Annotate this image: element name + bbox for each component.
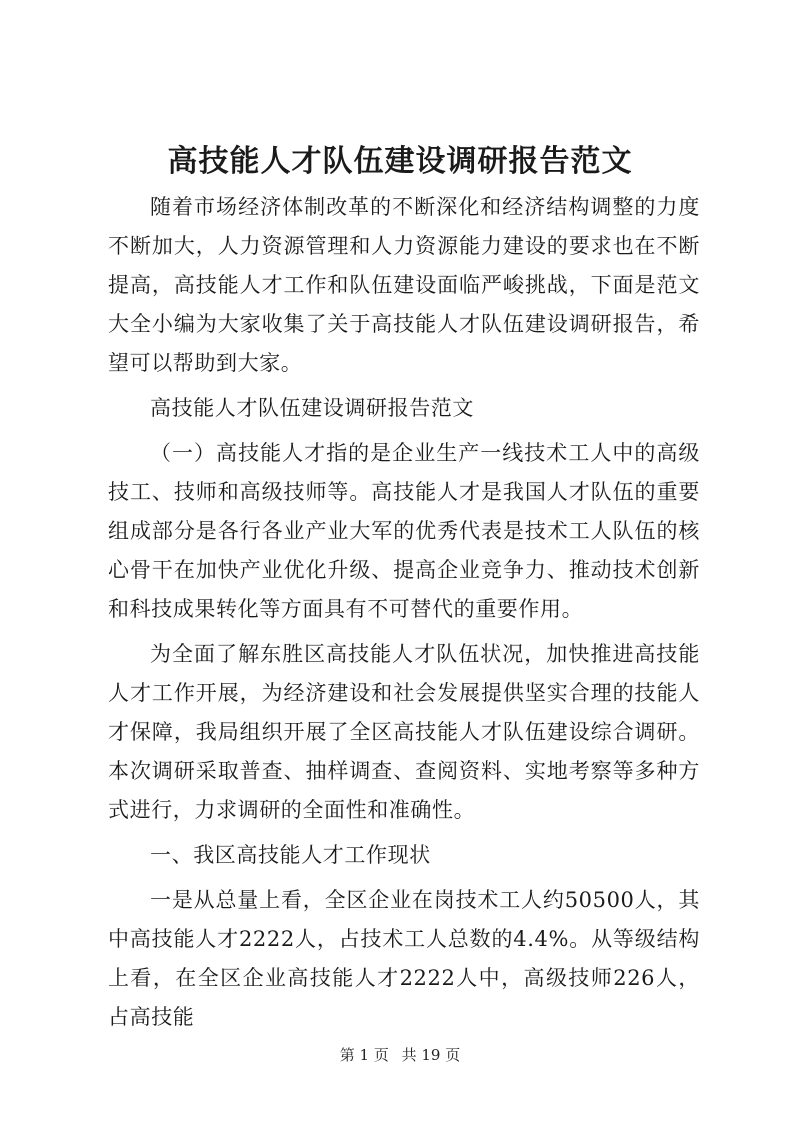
page-total: 共 19 页 [401,1046,461,1064]
paragraph-subtitle: 高技能人才队伍建设调研报告范文 [150,396,474,420]
section-heading-status: 一、我区高技能人才工作现状 [150,843,431,867]
document-title: 高技能人才队伍建设调研报告范文 [167,144,633,179]
page-number: 第 1 页 [339,1046,389,1064]
paragraph-statistics: 一是从总量上看，全区企业在岗技术工人约50500人，其中高技能人才2222人，占技术工人总数的4.4%。从等级结构上看，在全区企业高技能人才2222人中，高级技师226人，占高技能 [108,888,700,1029]
paragraph-purpose: 为全面了解东胜区高技能人才队伍状况，加快推进高技能人才工作开展，为经济建设和社会发展提供坚实合理的技能人才保障，我局组织开展了全区高技能人才队伍建设综合调研。本次调研采取普查、抽样调查、查阅资料、实地考察等多种方式进行，力求调研的全面性和准确性。 [108,642,700,822]
paragraph-definition: （一）高技能人才指的是企业生产一线技术工人中的高级技工、技师和高级技师等。高技能人才是我国人才队伍的重要组成部分是各行各业产业大军的优秀代表是技术工人队伍的核心骨干在加快产业优化升级、提高企业竞争力、推动技术创新和科技成果转化等方面具有不可替代的重要作用。 [108,441,700,621]
paragraph-intro: 随着市场经济体制改革的不断深化和经济结构调整的力度不断加大，人力资源管理和人力资源能力建设的要求也在不断提高，高技能人才工作和队伍建设面临严峻挑战，下面是范文大全小编为大家收集了关于高技能人才队伍建设调研报告，希望可以帮助到大家。 [108,195,700,375]
page-footer [0,1044,800,1066]
document-body [108,188,700,1037]
